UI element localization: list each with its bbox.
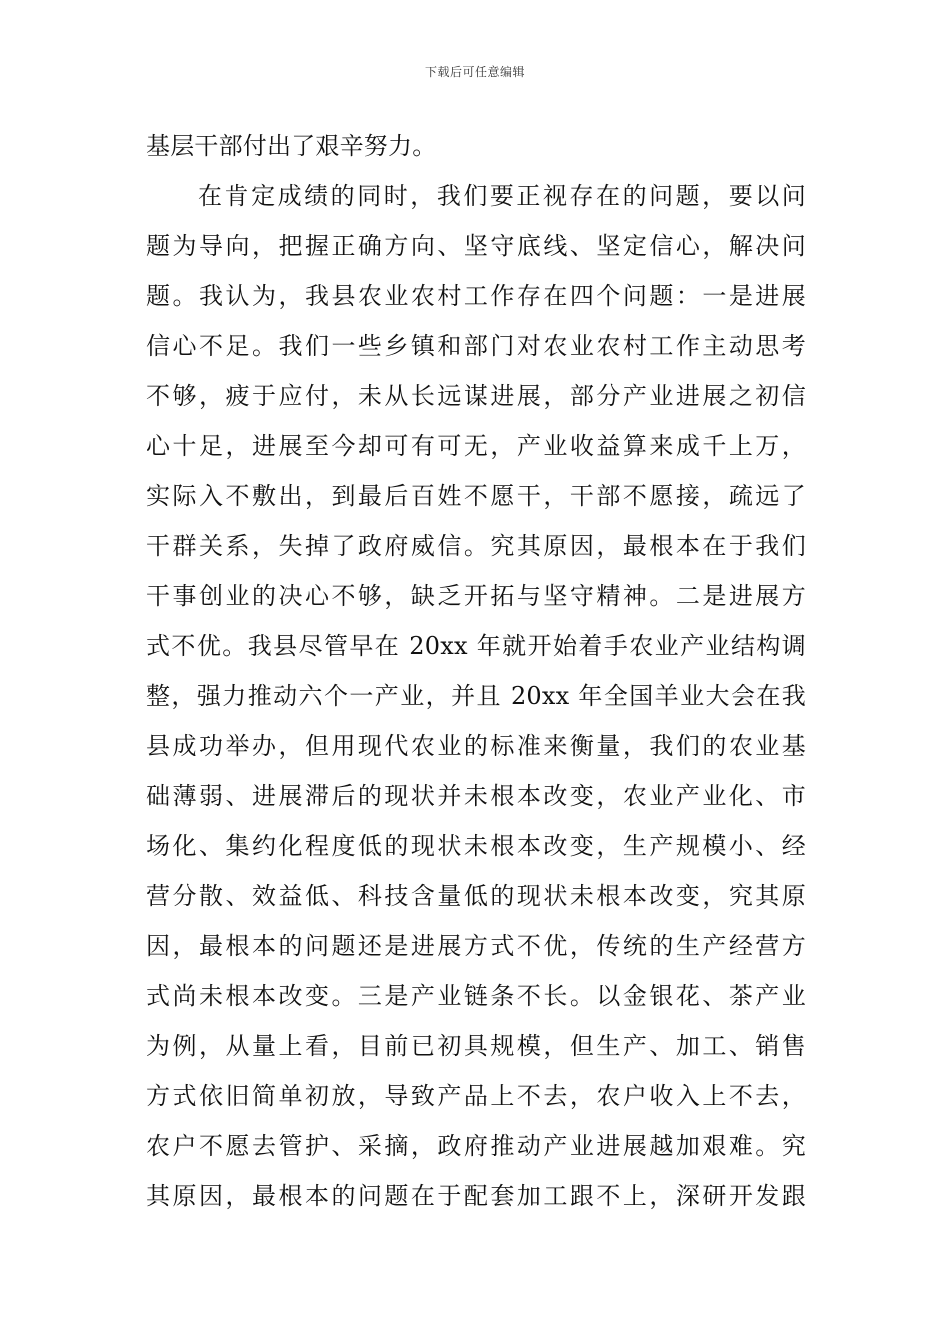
text-line: 县成功举办，但用现代农业的标准来衡量，我们的农业基 [146, 732, 806, 760]
text-line: 方式依旧简单初放，导致产品上不去，农户收入上不去， [146, 1082, 806, 1110]
text-line: 干事创业的决心不够，缺乏开拓与坚守精神。二是进展方 [146, 582, 806, 610]
text-line: 场化、集约化程度低的现状未根本改变，生产规模小、经 [146, 832, 806, 860]
text-line: 式不优。我县尽管早在 20xx 年就开始着手农业产业结构调 [146, 632, 806, 660]
text-line: 实际入不敷出，到最后百姓不愿干，干部不愿接，疏远了 [146, 482, 806, 510]
text-line: 因，最根本的问题还是进展方式不优，传统的生产经营方 [146, 932, 806, 960]
text-line: 营分散、效益低、科技含量低的现状未根本改变，究其原 [146, 882, 806, 910]
text-line: 在肯定成绩的同时，我们要正视存在的问题，要以问 [198, 182, 806, 210]
text-line: 心十足，进展至今却可有可无，产业收益算来成千上万， [146, 432, 806, 460]
text-line: 干群关系，失掉了政府威信。究其原因，最根本在于我们 [146, 532, 806, 560]
text-line: 其原因，最根本的问题在于配套加工跟不上，深研开发跟 [146, 1182, 806, 1210]
text-line: 不够，疲于应付，未从长远谋进展，部分产业进展之初信 [146, 382, 806, 410]
text-line: 为例，从量上看，目前已初具规模，但生产、加工、销售 [146, 1032, 806, 1060]
text-line: 信心不足。我们一些乡镇和部门对农业农村工作主动思考 [146, 332, 806, 360]
text-line: 题为导向，把握正确方向、坚守底线、坚定信心，解决问 [146, 232, 806, 260]
text-line: 整，强力推动六个一产业，并且 20xx 年全国羊业大会在我 [146, 682, 806, 710]
text-line: 农户不愿去管护、采摘，政府推动产业进展越加艰难。究 [146, 1132, 806, 1160]
text-line: 式尚未根本改变。三是产业链条不长。以金银花、茶产业 [146, 982, 806, 1010]
text-line: 题。我认为，我县农业农村工作存在四个问题：一是进展 [146, 282, 806, 310]
header-note: 下载后可任意编辑 [424, 65, 525, 79]
text-line: 础薄弱、进展滞后的现状并未根本改变，农业产业化、市 [146, 782, 806, 810]
text-line: 基层干部付出了艰辛努力。 [146, 132, 437, 160]
